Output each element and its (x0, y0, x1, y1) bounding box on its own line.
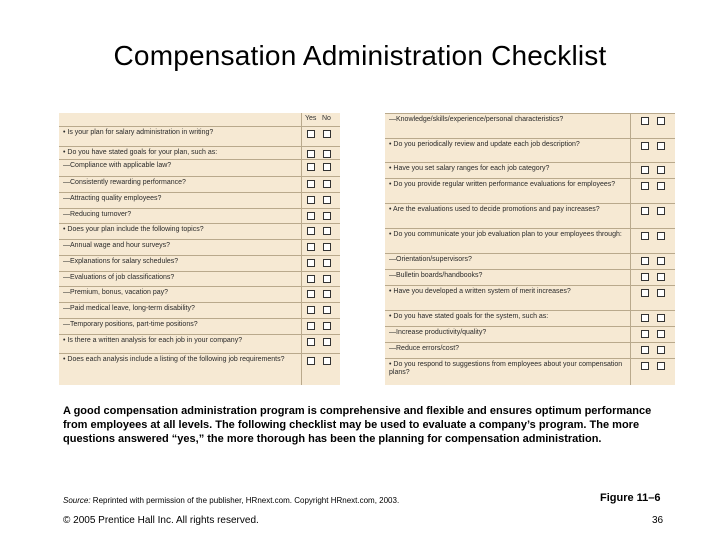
no-checkbox[interactable] (657, 273, 665, 281)
checklist-question: • Have you developed a written system of merit increases? (389, 288, 571, 295)
yes-checkbox[interactable] (641, 257, 649, 265)
yes-checkbox[interactable] (307, 259, 315, 267)
yes-checkbox[interactable] (307, 180, 315, 188)
yes-checkbox[interactable] (641, 330, 649, 338)
yes-checkbox[interactable] (641, 289, 649, 297)
checklist-question: • Do you have stated goals for your plan, such as: (63, 149, 218, 156)
checklist-question: —Increase productivity/quality? (389, 329, 487, 336)
checklist-row (59, 334, 340, 353)
no-checkbox[interactable] (323, 290, 331, 298)
checklist-row (385, 113, 675, 138)
checklist-row (59, 286, 340, 302)
no-checkbox[interactable] (323, 196, 331, 204)
checklist-right-panel (385, 113, 675, 385)
checklist-question: • Does each analysis include a listing of the following job requirements? (63, 356, 285, 363)
figure-label: Figure 11–6 (600, 492, 661, 504)
checklist-row (385, 342, 675, 358)
checklist-question: • Are the evaluations used to decide promotions and pay increases? (389, 206, 600, 213)
no-checkbox[interactable] (657, 182, 665, 190)
no-checkbox[interactable] (323, 306, 331, 314)
no-checkbox[interactable] (323, 180, 331, 188)
checklist-question: • Have you set salary ranges for each job category? (389, 165, 550, 172)
checklist-row (59, 353, 340, 374)
yes-checkbox[interactable] (307, 227, 315, 235)
checklist-question: • Is there a written analysis for each job in your company? (63, 337, 243, 344)
yes-checkbox[interactable] (307, 338, 315, 346)
checklist-row (385, 285, 675, 310)
no-checkbox[interactable] (657, 117, 665, 125)
checklist-question: —Temporary positions, part-time positions? (63, 321, 198, 328)
checklist-question: • Do you communicate your job evaluation plan to your employees through: (389, 231, 622, 238)
checklist-row (59, 126, 340, 146)
yes-checkbox[interactable] (307, 357, 315, 365)
yes-checkbox[interactable] (307, 212, 315, 220)
yes-checkbox[interactable] (641, 142, 649, 150)
no-checkbox[interactable] (657, 362, 665, 370)
checklist-question: • Is your plan for salary administration in writing? (63, 129, 214, 136)
yes-checkbox[interactable] (307, 290, 315, 298)
no-checkbox[interactable] (323, 357, 331, 365)
no-checkbox[interactable] (657, 289, 665, 297)
checklist-question: • Do you provide regular written performance evaluations for employees? (389, 181, 616, 188)
figure-caption: A good compensation administration program is comprehensive and flexible and ensures optimum performance from employees at all levels. The following checklist may be used to evaluate a company’s program. The more questions answered “yes,” the more thorough has been the planning for compensation administration. (63, 405, 652, 445)
yes-checkbox[interactable] (307, 130, 315, 138)
yes-checkbox[interactable] (641, 232, 649, 240)
no-checkbox[interactable] (657, 142, 665, 150)
checklist-question: —Premium, bonus, vacation pay? (63, 289, 169, 296)
yes-checkbox[interactable] (641, 182, 649, 190)
checklist-row (385, 269, 675, 285)
yes-checkbox[interactable] (307, 150, 315, 158)
no-checkbox[interactable] (657, 232, 665, 240)
checklist-row (385, 358, 675, 385)
no-checkbox[interactable] (323, 259, 331, 267)
yes-checkbox[interactable] (641, 273, 649, 281)
checklist-row (385, 138, 675, 162)
checklist-row (59, 176, 340, 192)
checklist-question: —Bulletin boards/handbooks? (389, 272, 483, 279)
no-checkbox[interactable] (657, 330, 665, 338)
checklist-row (59, 271, 340, 286)
checklist-question: —Compliance with applicable law? (63, 162, 172, 169)
checklist-question: —Evaluations of job classifications? (63, 274, 175, 281)
yes-checkbox[interactable] (641, 346, 649, 354)
page-number: 36 (652, 515, 664, 526)
yes-checkbox[interactable] (641, 166, 649, 174)
no-checkbox[interactable] (323, 322, 331, 330)
yes-checkbox[interactable] (641, 362, 649, 370)
no-checkbox[interactable] (323, 227, 331, 235)
checklist-question: • Do you respond to suggestions from employees about your compensation plans? (389, 361, 623, 376)
no-checkbox[interactable] (323, 212, 331, 220)
checklist-row (59, 208, 340, 223)
checklist-question: • Do you have stated goals for the system, such as: (389, 313, 549, 320)
checklist-question: —Attracting quality employees? (63, 195, 162, 202)
copyright-notice: © 2005 Prentice Hall Inc. All rights reserved. (63, 515, 259, 526)
checklist-question: —Explanations for salary schedules? (63, 258, 179, 265)
yes-column-header: Yes (305, 115, 317, 122)
no-checkbox[interactable] (323, 243, 331, 251)
checklist-row (59, 302, 340, 318)
checklist-question: —Reducing turnover? (63, 211, 132, 218)
checklist-question: —Knowledge/skills/experience/personal characteristics? (389, 116, 564, 123)
slide-title: Compensation Administration Checklist (113, 40, 607, 71)
source-note (63, 496, 399, 505)
checklist-left-panel (59, 113, 340, 385)
checklist-row (385, 203, 675, 228)
checklist-row (59, 223, 340, 239)
no-column-header: No (322, 115, 331, 122)
checklist-question: —Consistently rewarding performance? (63, 179, 186, 186)
no-checkbox[interactable] (657, 314, 665, 322)
no-checkbox[interactable] (323, 275, 331, 283)
source-text: Reprinted with permission of the publisher, HRnext.com. Copyright HRnext.com, 2003. (90, 496, 400, 505)
checklist-row (59, 239, 340, 255)
checklist-row (59, 255, 340, 271)
checklist-question: —Annual wage and hour surveys? (63, 242, 171, 249)
checklist-question: • Does your plan include the following topics? (63, 226, 204, 233)
no-checkbox[interactable] (323, 150, 331, 158)
yes-checkbox[interactable] (307, 196, 315, 204)
checklist-row (385, 162, 675, 178)
checklist-row (59, 146, 340, 159)
yes-checkbox[interactable] (641, 314, 649, 322)
yes-checkbox[interactable] (307, 322, 315, 330)
yes-checkbox[interactable] (307, 243, 315, 251)
yes-checkbox[interactable] (641, 117, 649, 125)
checklist-row (59, 318, 340, 334)
checklist-row (385, 310, 675, 326)
checklist-row (385, 253, 675, 269)
no-checkbox[interactable] (657, 257, 665, 265)
no-checkbox[interactable] (323, 338, 331, 346)
checklist-row (385, 326, 675, 342)
source-label: Source: (63, 496, 91, 505)
checklist-row (59, 159, 340, 176)
yes-checkbox[interactable] (307, 275, 315, 283)
checklist-question: • Do you periodically review and update each job description? (389, 141, 580, 148)
yes-checkbox[interactable] (307, 306, 315, 314)
yes-checkbox[interactable] (307, 163, 315, 171)
no-checkbox[interactable] (657, 166, 665, 174)
no-checkbox[interactable] (657, 207, 665, 215)
checklist-row (385, 228, 675, 253)
checklist-row (385, 178, 675, 203)
no-checkbox[interactable] (323, 163, 331, 171)
checklist-question: —Paid medical leave, long-term disability? (63, 305, 195, 312)
yes-checkbox[interactable] (641, 207, 649, 215)
no-checkbox[interactable] (657, 346, 665, 354)
checklist-row (59, 192, 340, 208)
no-checkbox[interactable] (323, 130, 331, 138)
checklist-question: —Orientation/supervisors? (389, 256, 472, 263)
checklist-question: —Reduce errors/cost? (389, 345, 460, 352)
